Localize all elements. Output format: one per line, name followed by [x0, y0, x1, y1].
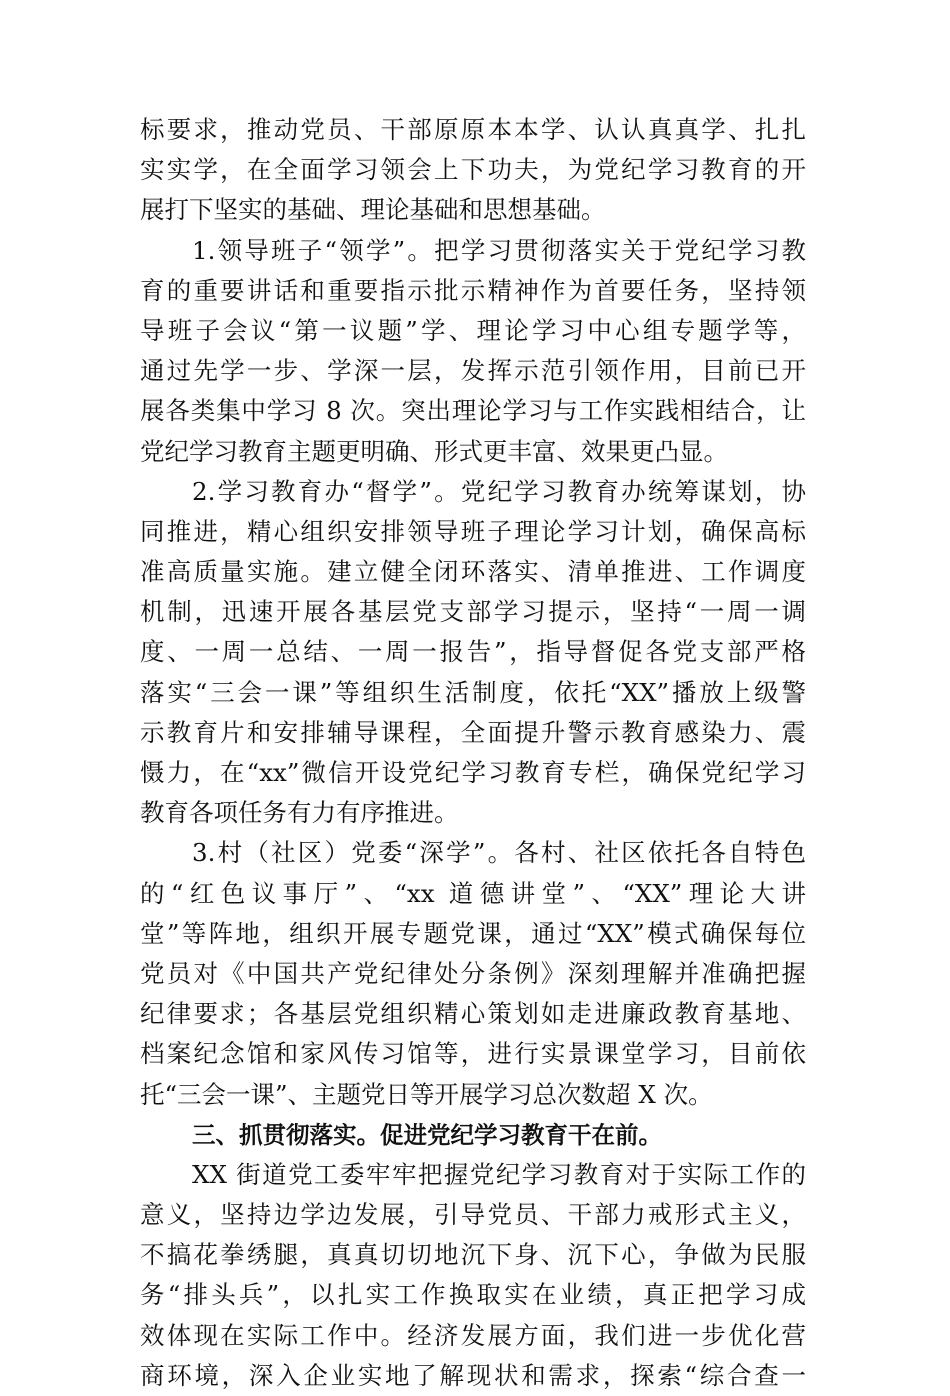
paragraph-item-1	[140, 231, 806, 472]
section-heading	[140, 1115, 806, 1155]
text-line: XX 街道党工委牢牢把握党纪学习教育对于实际工作的	[192, 1159, 806, 1189]
text-line: 展各类集中学习 8 次。突出理论学习与工作实践相结合，让	[140, 396, 806, 426]
paragraph-item-3	[140, 833, 806, 1114]
text-line: 务“排头兵”，以扎实工作换取实在业绩，真正把学习成	[140, 1280, 806, 1310]
text-line: 3.村（社区）党委“深学”。各村、社区依托各自特色	[192, 838, 806, 868]
text-line: 不搞花拳绣腿，真真切切地沉下身、沉下心，争做为民服	[140, 1240, 806, 1270]
text-line: 机制，迅速开展各基层党支部学习提示，坚持“一周一调	[140, 597, 806, 627]
text-line: 教育各项任务有力有序推进。	[140, 798, 459, 828]
text-line: 效体现在实际工作中。经济发展方面，我们进一步优化营	[140, 1320, 806, 1350]
text-line: 党员对《中国共产党纪律处分条例》深刻理解并准确把握	[140, 958, 806, 988]
text-line: 示教育片和安排辅导课程，全面提升警示教育感染力、震	[140, 717, 806, 747]
text-line: 堂”等阵地，组织开展专题党课，通过“XX”模式确保每位	[140, 918, 806, 948]
text-line: 的“红色议事厅”、“xx 道德讲堂”、“XX”理论大讲	[140, 878, 806, 908]
text-line: 育的重要讲话和重要指示批示精神作为首要任务，坚持领	[140, 275, 806, 305]
text-line: 托“三会一课”、主题党日等开展学习总次数超 X 次。	[140, 1079, 713, 1109]
text-line: 档案纪念馆和家风传习馆等，进行实景课堂学习，目前依	[140, 1039, 806, 1069]
paragraph-section-3-body	[140, 1155, 806, 1396]
text-line: 2.学习教育办“督学”。党纪学习教育办统筹谋划，协	[192, 476, 806, 506]
text-line: 纪律要求；各基层党组织精心策划如走进廉政教育基地、	[140, 999, 806, 1029]
heading-line: 三、抓贯彻落实。促进党纪学习教育干在前。	[192, 1120, 662, 1149]
text-line: 同推进，精心组织安排领导班子理论学习计划，确保高标	[140, 516, 806, 546]
text-line: 通过先学一步、学深一层，发挥示范引领作用，目前已开	[140, 356, 806, 386]
text-line: 实实学，在全面学习领会上下功夫，为党纪学习教育的开	[140, 155, 806, 185]
text-line: 展打下坚实的基础、理论基础和思想基础。	[140, 195, 606, 225]
text-line: 度、一周一总结、一周一报告”，指导督促各党支部严格	[140, 637, 806, 667]
text-line: 标要求，推动党员、干部原原本本学、认认真真学、扎扎	[140, 115, 806, 144]
paragraph-intro-tail	[140, 110, 806, 231]
text-line: 慑力，在“xx”微信开设党纪学习教育专栏，确保党纪学习	[140, 758, 806, 787]
text-line: 准高质量实施。建立健全闭环落实、清单推进、工作调度	[140, 557, 806, 587]
text-line: 意义，坚持边学边发展，引导党员、干部力戒形式主义，	[140, 1200, 806, 1230]
text-line: 1.领导班子“领学”。把学习贯彻落实关于党纪学习教	[192, 235, 806, 265]
text-line: 落实“三会一课”等组织生活制度，依托“XX”播放上级警	[140, 677, 806, 707]
text-line: 党纪学习教育主题更明确、形式更丰富、效果更凸显。	[140, 436, 728, 466]
text-line: 导班子会议“第一议题”学、理论学习中心组专题学等，	[140, 315, 806, 345]
paragraph-item-2	[140, 472, 806, 834]
document-body	[140, 110, 806, 1396]
text-line: 商环境，深入企业实地了解现状和需求，探索“综合查一	[140, 1360, 806, 1390]
